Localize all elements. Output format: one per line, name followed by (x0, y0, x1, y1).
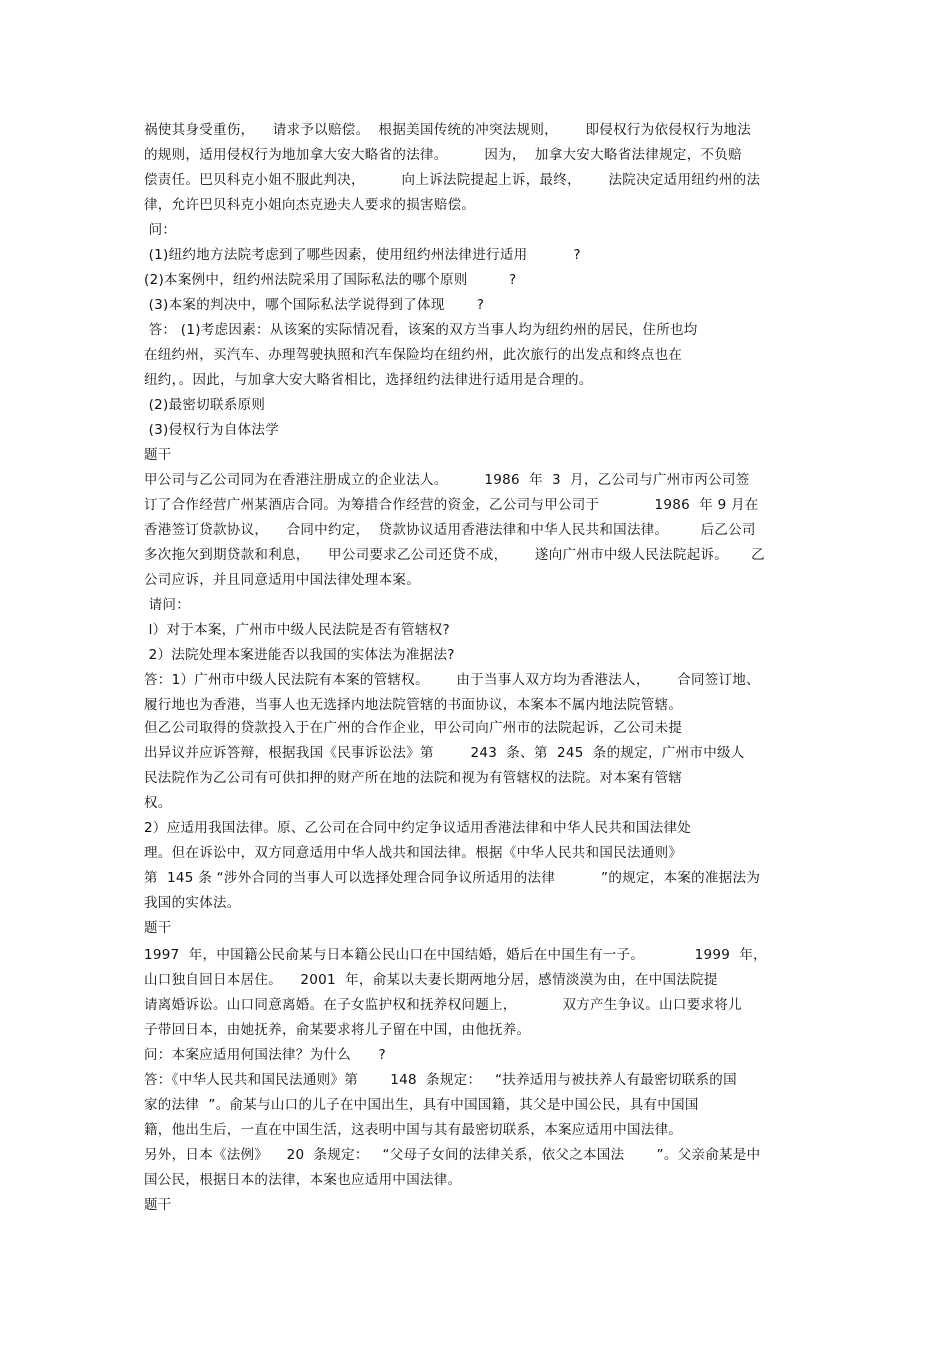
question-item: (1)纽约地方法院考虑到了哪些因素，使用纽约州法律进行适用 ? (144, 247, 581, 263)
text-line: 的规则，适用侵权行为地加拿大安大略省的法律。 因为， 加拿大安大略省法律规定，不负赔 (144, 147, 742, 163)
text-line: 纽约，。因此，与加拿大安大略省相比，选择纽约法律进行适用是合理的。 (144, 372, 593, 388)
answer-item: (3)侵权行为自体法学 (144, 422, 280, 438)
section-heading: 题干 (144, 447, 172, 463)
question-label: 请问： (144, 597, 190, 613)
text-line: 甲公司与乙公司同为在香港注册成立的企业法人。 1986 年 3 月，乙公司与广州市丙公司签 (144, 472, 750, 488)
text-line: 1997 年，中国籍公民俞某与日本籍公民山口在中国结婚，婚后在中国生有一子。 1999 年， (144, 947, 767, 963)
question-item: (2)本案例中，纽约州法院采用了国际私法的哪个原则 ? (144, 272, 517, 288)
text-line: 家的法律 ”。俞某与山口的儿子在中国出生，具有中国国籍，其父是中国公民，具有中国国 (144, 1097, 699, 1113)
text-line: 订了合作经营广州某酒店合同。为筹措合作经营的资金，乙公司与甲公司于 1986 年 9 月在 (144, 497, 759, 513)
text-line: 山口独自回日本居住。 2001 年，俞某以夫妻长期两地分居，感情淡漠为由，在中国法院提 (144, 972, 718, 988)
text-line: 民法院作为乙公司有可供扣押的财产所在地的法院和视为有管辖权的法院。对本案有管辖 (144, 770, 683, 786)
text-line: 公司应诉，并且同意适用中国法律处理本案。 (144, 572, 420, 588)
text-line: 在纽约州，买汽车、办理驾驶执照和汽车保险均在纽约州，此次旅行的出发点和终点也在 (144, 347, 683, 363)
text-line: 但乙公司取得的贷款投入于在广州的合作企业，甲公司向广州市的法院起诉，乙公司未提 (144, 720, 683, 736)
answer-line: 答：《中华人民共和国民法通则》第 148 条规定： “扶养适用与被扶养人有最密切联系的国 (144, 1072, 737, 1088)
text-line: 我国的实体法。 (144, 895, 241, 911)
text-line: 国公民，根据日本的法律，本案也应适用中国法律。 (144, 1172, 462, 1188)
text-line: 理。但在诉讼中，双方同意适用中华人战共和国法律。根据《中华人民共和国民法通则》 (144, 845, 683, 861)
text-line: 律，允许巴贝科克小姐向杰克逊夫人要求的损害赔偿。 (144, 197, 476, 213)
text-line: 履行地也为香港，当事人也无选择内地法院管辖的书面协议，本案本不属内地法院管辖。 (144, 697, 683, 713)
question-label: 问： (144, 222, 177, 238)
text-line: 请离婚诉讼。山口同意离婚。在子女监护权和抚养权问题上， 双方产生争议。山口要求将儿 (144, 997, 742, 1013)
question-item: 2）法院处理本案进能否以我国的实体法为准据法? (144, 647, 455, 663)
text-line: 子带回日本，由她抚养，俞某要求将儿子留在中国，由他抚养。 (144, 1022, 531, 1038)
text-line: 祸使其身受重伤， 请求予以赔偿。 根据美国传统的冲突法规则， 即侵权行为依侵权行为地法 (144, 122, 752, 138)
section-heading: 题干 (144, 920, 172, 936)
answer-line: 答： (1)考虑因素：从该案的实际情况看，该案的双方当事人均为纽约州的居民，住所也均 (144, 322, 698, 338)
answer-line: 答：1）广州市中级人民法院有本案的管辖权。 由于当事人双方均为香港法人， 合同签订地、 (144, 672, 760, 688)
text-line: 籍，他出生后，一直在中国生活，这表明中国与其有最密切联系，本案应适用中国法律。 (144, 1122, 683, 1138)
text-line: 香港签订贷款协议， 合同中约定， 贷款协议适用香港法律和中华人民共和国法律。 后乙公司 (144, 522, 756, 538)
section-heading: 题干 (144, 1197, 172, 1213)
text-line: 另外，日本《法例》 20 条规定： “父母子女间的法律关系，依父之本国法 ”。父亲俞某是中 (144, 1147, 761, 1163)
text-line: 第 145 条 “涉外合同的当事人可以选择处理合同争议所适用的法律 ”的规定，本案的准据法为 (144, 870, 761, 886)
question-item: (3)本案的判决中，哪个国际私法学说得到了体现 ? (144, 297, 485, 313)
question-item: l）对于本案，广州市中级人民法院是否有管辖权? (144, 622, 450, 638)
text-line: 多次拖欠到期贷款和利息， 甲公司要求乙公司还贷不成， 遂向广州市中级人民法院起诉。 乙 (144, 547, 765, 563)
text-line: 出异议并应诉答辩，根据我国《民事诉讼法》第 243 条、第 245 条的规定，广州市中级人 (144, 745, 745, 761)
answer-item: 2）应适用我国法律。原、乙公司在合同中约定争议适用香港法律和中华人民共和国法律处 (144, 820, 692, 836)
text-line: 偿责任。巴贝科克小姐不服此判决， 向上诉法院提起上诉，最终， 法院决定适用纽约州的法 (144, 172, 761, 188)
text-line: 权。 (144, 795, 172, 811)
question-line: 问：本案应适用何国法律？为什么 ? (144, 1047, 387, 1063)
answer-item: (2)最密切联系原则 (144, 397, 266, 413)
